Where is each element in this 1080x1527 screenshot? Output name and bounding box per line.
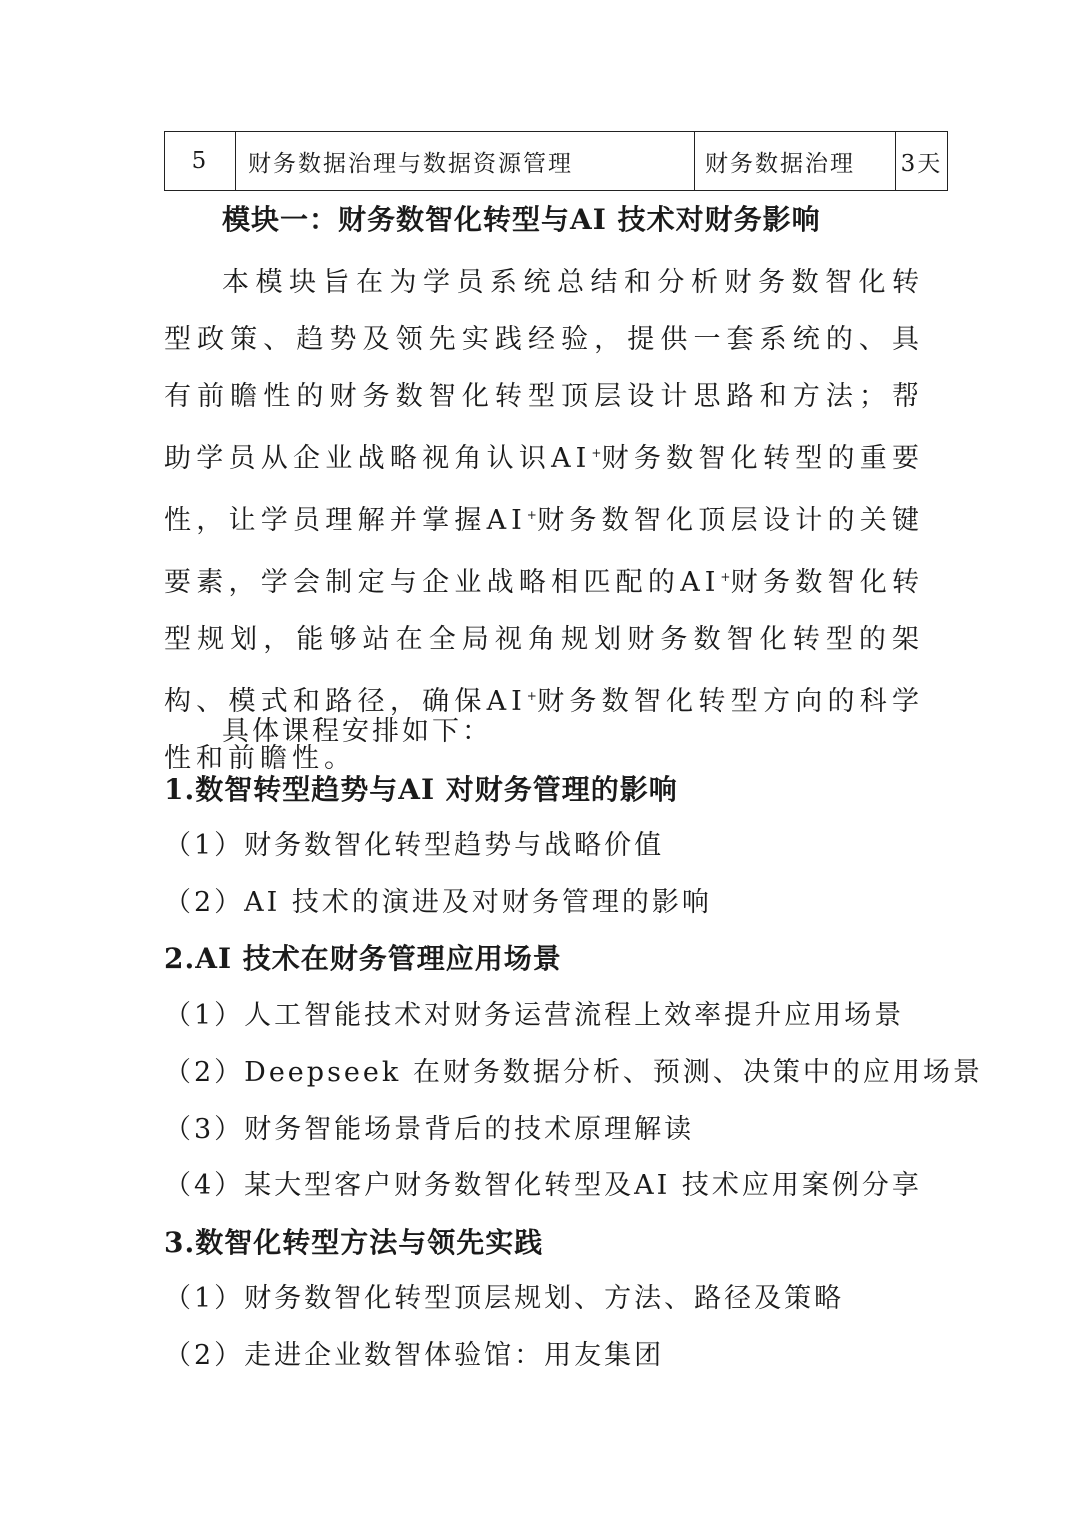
list-item: （2）Deepseek 在财务数据分析、预测、决策中的应用场景: [164, 1057, 983, 1088]
list-item: （2）走进企业数智体验馆：用友集团: [164, 1340, 665, 1371]
list-item: （1）财务数智化转型顶层规划、方法、路径及策略: [164, 1283, 845, 1314]
table-row: [165, 132, 948, 191]
section-title: 1.数智转型趋势与AI 对财务管理的影响: [164, 773, 678, 806]
course-table: [164, 131, 948, 191]
intro-part: 财务数智化转型方向的科学性和前瞻性。: [164, 686, 925, 774]
intro-part: 财务数智化转型规划，能够站在全局视角规划财务数智化转型的架构、模式和路径，确保AI: [164, 567, 924, 717]
plus-superscript: +: [526, 508, 537, 522]
list-item: （1）财务数智化转型趋势与战略价值: [164, 830, 665, 861]
list-item: （2）AI 技术的演进及对财务管理的影响: [164, 887, 712, 918]
intro-part: 本模块旨在为学员系统总结和分析财务数智化转型政策、趋势及领先实践经验，提供一套系统的、具有前瞻性的财务数智化转型顶层设计思路和方法；帮助学员从企业战略视角认识AI: [164, 267, 924, 474]
plus-superscript: +: [591, 446, 602, 460]
course-category-cell: 财务数据治理: [695, 132, 896, 191]
schedule-lead: 具体课程安排如下：: [222, 716, 492, 747]
plus-superscript: +: [526, 689, 537, 703]
list-item: （3）财务智能场景背后的技术原理解读: [164, 1114, 695, 1145]
module-title: 模块一：财务数智化转型与AI 技术对财务影响: [222, 203, 821, 236]
intro-part: 财务数智化顶层设计的关键要素，学会制定与企业战略相匹配的AI: [164, 505, 925, 598]
section-title: 2.AI 技术在财务管理应用场景: [164, 942, 562, 975]
course-name-cell: 财务数据治理与数据资源管理: [236, 132, 695, 191]
course-days-cell: 3天: [896, 132, 948, 191]
plus-superscript: +: [720, 570, 731, 584]
list-item: （1）人工智能技术对财务运营流程上效率提升应用场景: [164, 1000, 905, 1031]
module-intro-paragraph: [164, 254, 924, 787]
intro-part: 财务数智化转型的重要性，让学员理解并掌握AI: [164, 443, 924, 536]
course-index-cell: 5: [165, 132, 236, 191]
section-title: 3.数智化转型方法与领先实践: [164, 1226, 544, 1259]
list-item: （4）某大型客户财务数智化转型及AI 技术应用案例分享: [164, 1170, 922, 1201]
